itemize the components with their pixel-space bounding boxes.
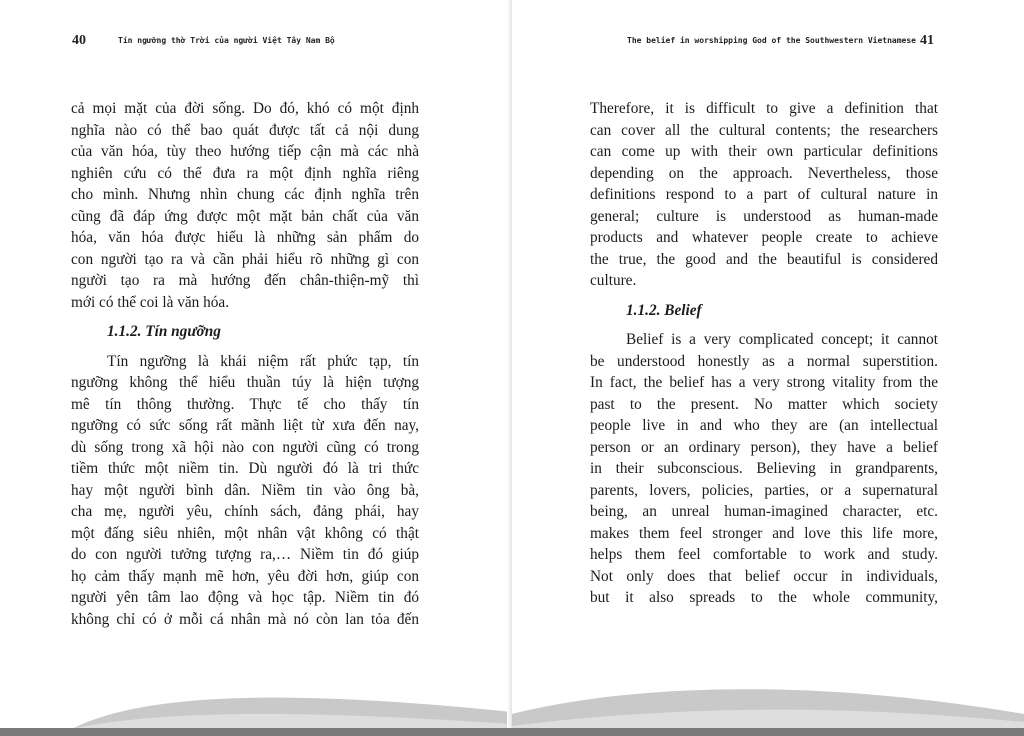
left-paragraph-2	[71, 351, 419, 631]
right-paragraph-1	[590, 98, 938, 292]
text-line: ngưỡng có sức sống rất mãnh liệt từ xưa đến nay,	[71, 417, 419, 434]
text-line: dù sống trong xã hội nào con người cũng có trong	[71, 438, 419, 456]
text-line: Not only does that belief occur in individuals,	[590, 567, 938, 585]
text-line: In fact, the belief has a very strong vitality from the	[590, 374, 938, 391]
text-line: nghĩa nào có thể bao quát được tất cả nội dung	[71, 121, 419, 139]
text-line: past to the present. No matter which society	[590, 395, 938, 413]
text-line: can cover all the cultural contents; the researchers	[590, 121, 938, 139]
text-line: người tạo ra mà hướng đến chân-thiện-mỹ thì	[71, 272, 419, 289]
left-paragraph-1	[71, 98, 419, 313]
left-section-heading: 1.1.2. Tín ngưỡng	[107, 323, 221, 340]
right-page	[512, 0, 1024, 736]
text-line: the true, the good and the beautiful is considered	[590, 250, 938, 268]
text-line: cho mình. Nhưng nhìn chung các định nghĩa trên	[71, 186, 419, 203]
bottom-edge-strip	[0, 728, 1024, 736]
text-line: in their subconscious. Believing in grandparents,	[590, 460, 938, 477]
left-body-text	[71, 98, 419, 630]
text-line: cũng đã đáp ứng được một mặt bản chất của văn	[71, 207, 419, 225]
text-line: cả mọi mặt của đời sống. Do đó, khó có một định	[71, 100, 419, 117]
text-line: helps them feel comfortable to work and study.	[590, 546, 938, 563]
text-line: definitions respond to a part of cultural nature in	[590, 186, 938, 203]
text-line: being, an unreal human-imagined character, etc.	[590, 503, 938, 520]
text-line: họ cảm thấy mạnh mẽ hơn, yêu đời hơn, giúp con	[71, 567, 419, 585]
text-line: người yên tâm lao động và học tập. Niềm tin đó	[71, 589, 419, 606]
text-line: person or an ordinary person), they have a belief	[590, 438, 938, 456]
text-line: but it also spreads to the whole community,	[590, 589, 938, 606]
text-line: products and whatever people create to achieve	[590, 229, 938, 246]
text-line: do con người tưởng tượng ra,… Niềm tin đó giúp	[71, 546, 419, 563]
text-line: tiềm thức một niềm tin. Dù người đó là tri thức	[71, 460, 419, 477]
text-line: Belief is a very complicated concept; it cannot	[626, 331, 938, 348]
running-head-left: Tín ngưỡng thờ Trời của người Việt Tây Nam Bộ	[118, 36, 335, 45]
text-line: hay một người bình dân. Niềm tin vào ông bà,	[71, 481, 419, 499]
text-line: depending on the approach. Nevertheless, those	[590, 164, 938, 182]
text-line: mới có thể coi là văn hóa.	[71, 293, 230, 311]
text-line: be understood honestly as a normal superstition.	[590, 352, 938, 370]
right-wave-decoration	[512, 656, 1024, 736]
text-line: Therefore, it is difficult to give a definition that	[590, 100, 938, 117]
text-line: can come up with their own particular definitions	[590, 143, 938, 160]
right-body-text	[590, 98, 938, 609]
text-line: makes them feel stronger and love this life more,	[590, 524, 938, 542]
text-line: people live in and who they are (an intellectual	[590, 417, 938, 434]
text-line: ngưỡng không thể hiểu thuần túy là hiện tượng	[71, 374, 419, 391]
text-line: general; culture is understood as human-made	[590, 207, 938, 225]
right-section-heading: 1.1.2. Belief	[626, 301, 702, 319]
text-line: một đấng siêu nhiên, một nhân vật không có thật	[71, 524, 419, 542]
page-number-left: 40	[72, 33, 86, 48]
page-number-right: 41	[920, 33, 934, 48]
running-head-right: The belief in worshipping God of the Southwestern Vietnamese	[627, 36, 916, 45]
text-line: mê tín thông thường. Thực tế cho thấy tín	[71, 395, 419, 413]
text-line: cha mẹ, người yêu, chính sách, đảng phái, hay	[71, 503, 419, 520]
left-wave-decoration	[0, 656, 512, 736]
right-paragraph-2	[590, 329, 938, 609]
text-line: nghiên cứu có thể đưa ra một định nghĩa riêng	[71, 164, 419, 182]
text-line: culture.	[590, 272, 637, 289]
text-line: con người tạo ra và cần phải hiểu rõ những gì con	[71, 250, 419, 268]
text-line: của văn hóa, tùy theo hướng tiếp cận mà các nhà	[71, 143, 419, 160]
text-line: không chỉ có ở mỗi cá nhân mà nó còn lan tỏa đến	[71, 610, 419, 628]
text-line: parents, lovers, policies, parties, or a supernatural	[590, 481, 938, 499]
text-line: hóa, văn hóa được hiểu là những sản phẩm do	[71, 229, 419, 246]
text-line: Tín ngưỡng là khái niệm rất phức tạp, tín	[107, 352, 419, 370]
